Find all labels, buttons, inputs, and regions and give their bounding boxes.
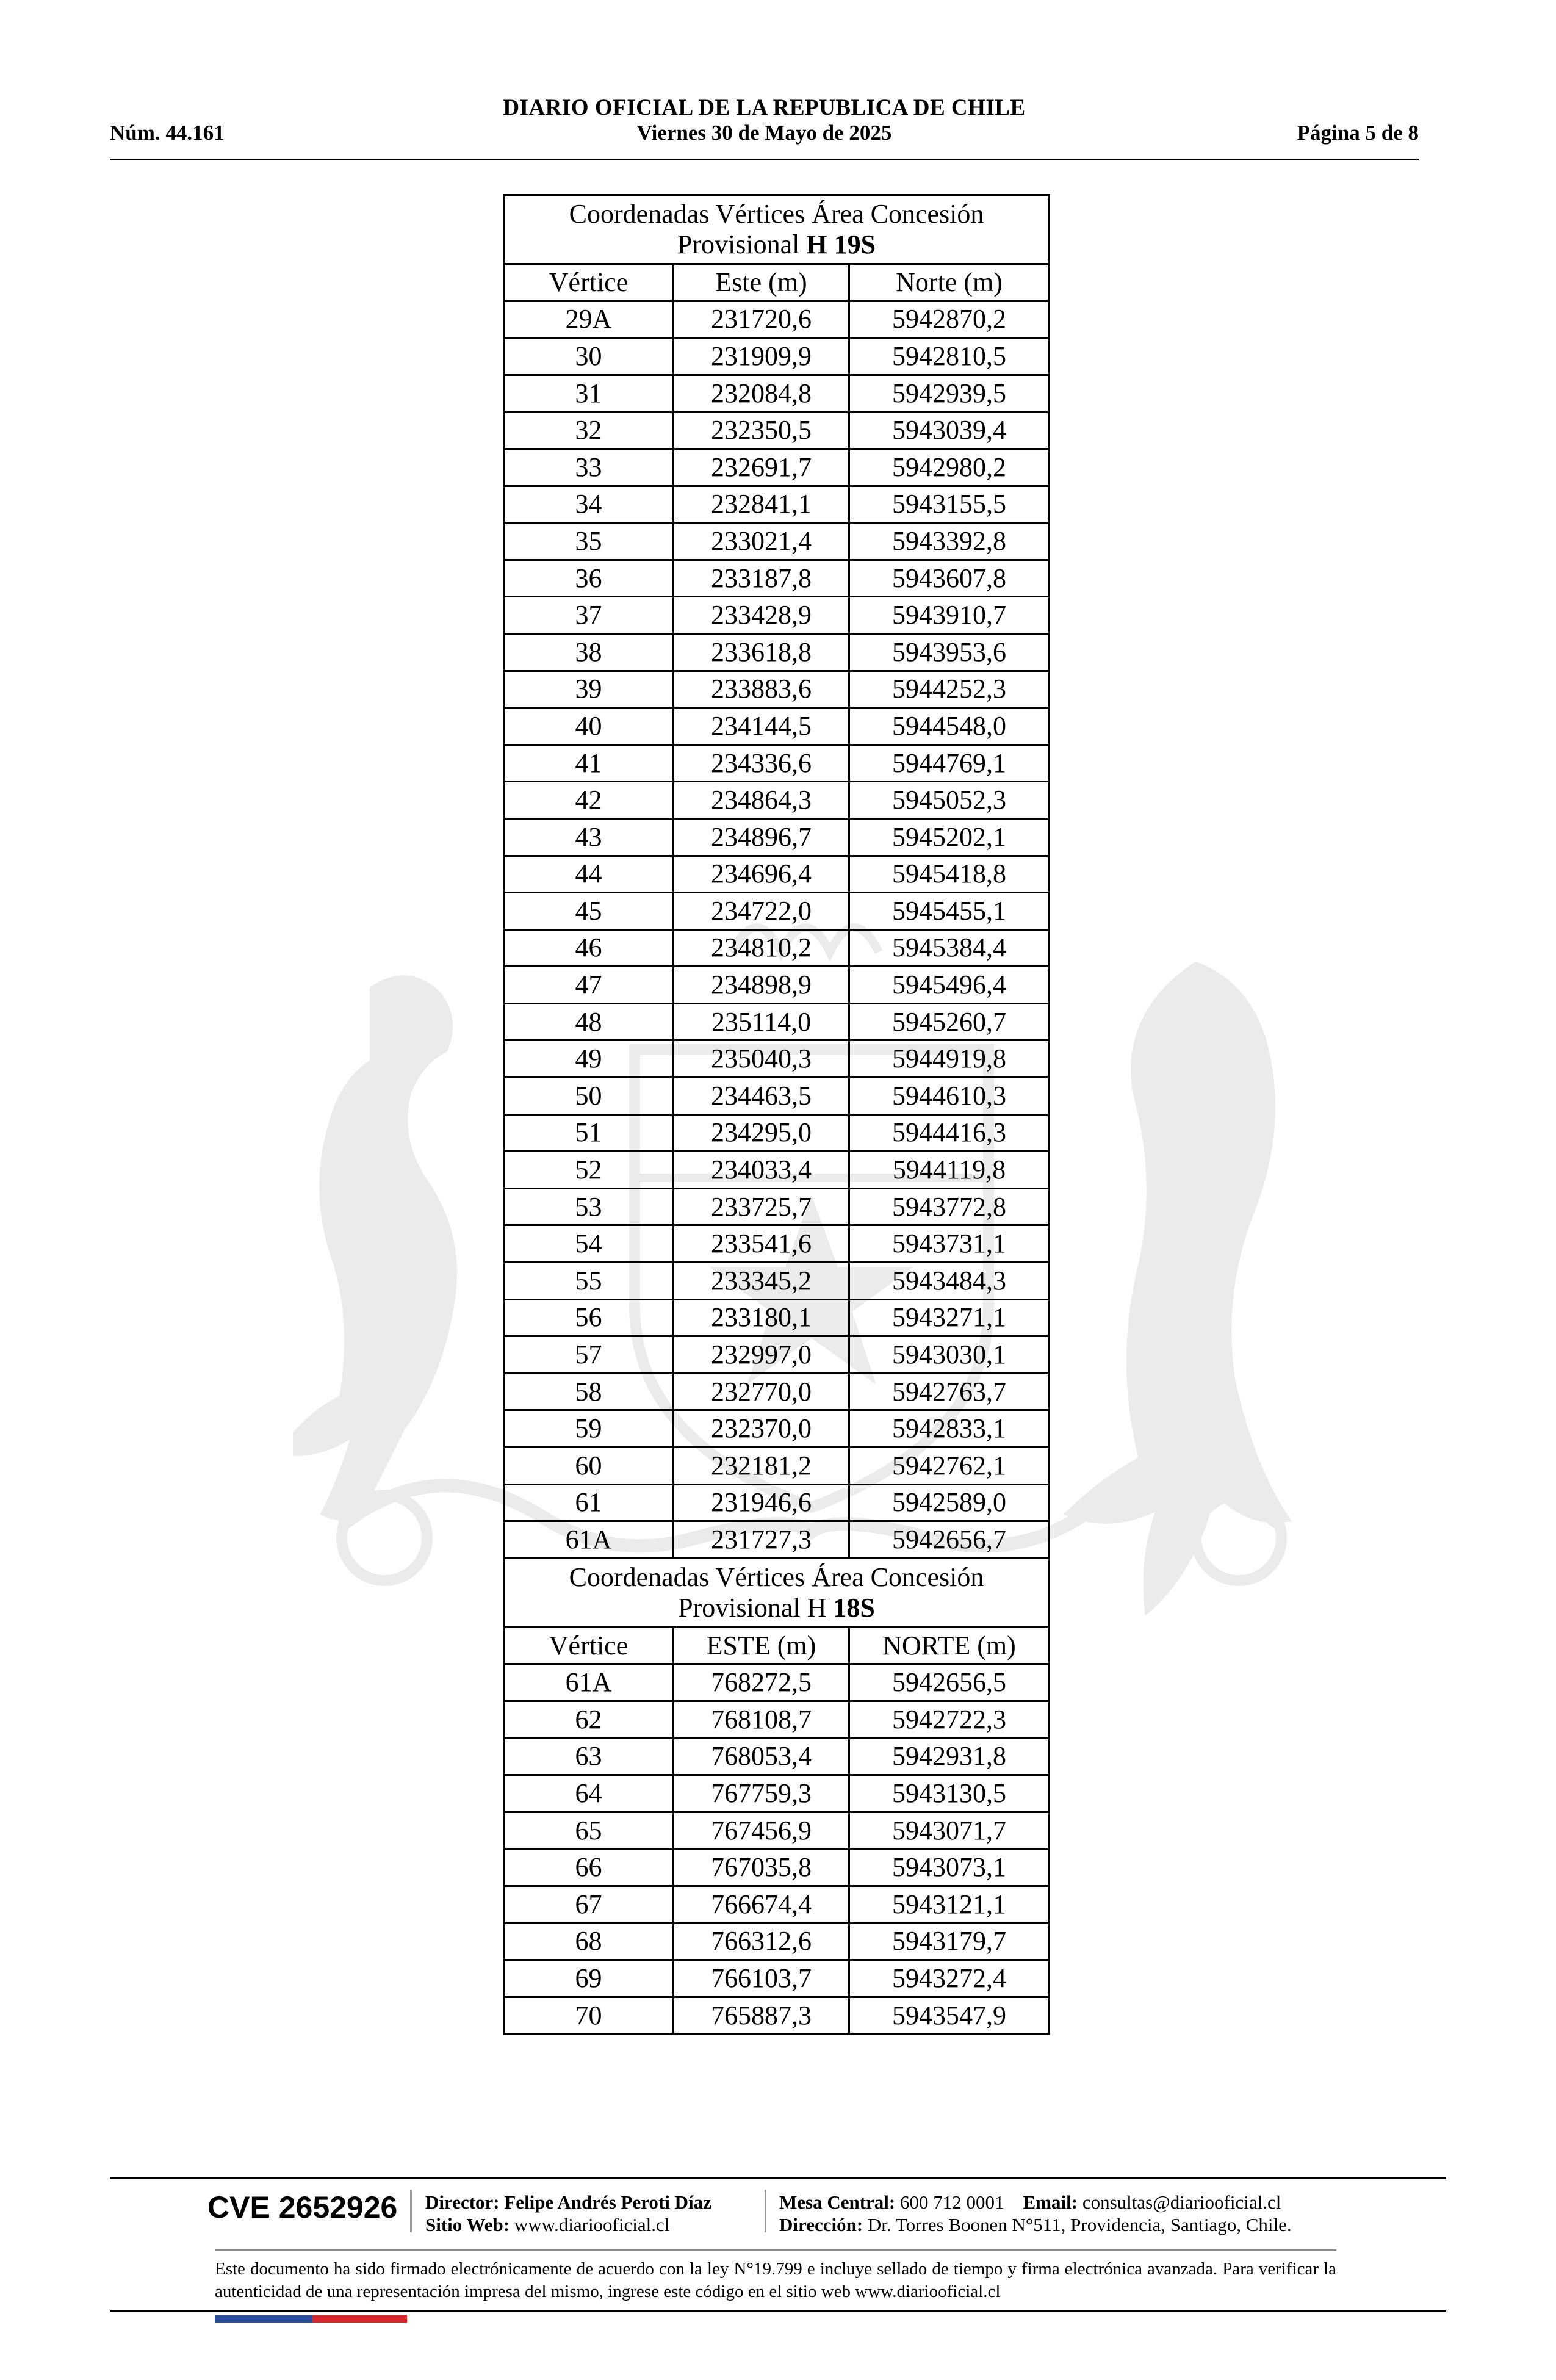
table-row [504,967,1050,1004]
vertex-cell: 61A [504,1521,674,1559]
este-cell: 766103,7 [674,1960,849,1997]
vertex-cell: 45 [504,893,674,930]
este-cell: 234144,5 [674,708,849,745]
flag-stripe-red [312,2315,407,2323]
table-row [504,412,1050,449]
este-cell: 234898,9 [674,967,849,1004]
table-row [504,1225,1050,1263]
table-row [504,1812,1050,1849]
norte-cell: 5943073,1 [849,1849,1050,1886]
footer-bottom-rule [110,2310,1446,2312]
vertex-cell: 61 [504,1484,674,1521]
este-cell: 232997,0 [674,1336,849,1374]
norte-cell: 5943392,8 [849,523,1050,560]
caption-zone-code: 18S [833,1592,875,1623]
este-cell: 768053,4 [674,1738,849,1775]
table-row [504,1040,1050,1078]
vertex-cell: 67 [504,1886,674,1923]
vertex-cell: 58 [504,1373,674,1410]
table-caption-h18s [504,1558,1050,1627]
table-caption-row [504,1558,1050,1627]
norte-cell: 5944919,8 [849,1040,1050,1078]
vertex-cell: 35 [504,523,674,560]
table-row [504,375,1050,412]
vertex-cell: 59 [504,1410,674,1448]
norte-cell: 5942980,2 [849,449,1050,486]
este-cell: 234810,2 [674,929,849,967]
table-caption-row [504,195,1050,264]
vertex-cell: 69 [504,1960,674,1997]
director-name: Felipe Andrés Peroti Díaz [504,2191,711,2213]
vertex-cell: 70 [504,1997,674,2034]
vertex-cell: 31 [504,375,674,412]
mesa-phone: 600 712 0001 [900,2191,1004,2213]
norte-cell: 5944252,3 [849,671,1050,708]
page-header [110,92,1419,160]
vertex-cell: 41 [504,745,674,782]
este-cell: 233541,6 [674,1225,849,1263]
footer-director-block [425,2191,711,2236]
table-row [504,633,1050,671]
footer-divider [765,2190,766,2232]
norte-cell: 5942763,7 [849,1373,1050,1410]
este-cell: 766674,4 [674,1886,849,1923]
este-cell: 768108,7 [674,1701,849,1738]
vertex-cell: 65 [504,1812,674,1849]
norte-cell: 5943772,8 [849,1188,1050,1225]
norte-cell: 5945496,4 [849,967,1050,1004]
column-header: Vértice [504,1627,674,1664]
site-link[interactable]: www.diariooficial.cl [514,2214,670,2235]
caption-line1: Coordenadas Vértices Área Concesión [569,199,984,229]
table-row [504,708,1050,745]
vertex-cell: 48 [504,1003,674,1040]
cve-code: CVE 2652926 [207,2190,398,2224]
este-cell: 234722,0 [674,893,849,930]
norte-cell: 5943121,1 [849,1886,1050,1923]
vertex-cell: 49 [504,1040,674,1078]
este-cell: 232370,0 [674,1410,849,1448]
table-row [504,1114,1050,1152]
vertex-cell: 60 [504,1448,674,1485]
table-caption-h19s [504,195,1050,264]
este-cell: 768272,5 [674,1664,849,1701]
table-row [504,1152,1050,1189]
email-label: Email: [1023,2191,1078,2213]
table-row [504,1410,1050,1448]
norte-cell: 5944610,3 [849,1078,1050,1115]
norte-cell: 5943071,7 [849,1812,1050,1849]
norte-cell: 5942722,3 [849,1701,1050,1738]
table-row [504,1775,1050,1812]
vertex-cell: 61A [504,1664,674,1701]
este-cell: 233187,8 [674,560,849,597]
table-row [504,1738,1050,1775]
table-row [504,671,1050,708]
este-cell: 231909,9 [674,338,849,375]
norte-cell: 5943607,8 [849,560,1050,597]
vertex-cell: 39 [504,671,674,708]
table-header-row [504,1627,1050,1664]
este-cell: 231720,6 [674,301,849,338]
vertex-cell: 38 [504,633,674,671]
este-cell: 234864,3 [674,782,849,819]
norte-cell: 5945260,7 [849,1003,1050,1040]
este-cell: 232841,1 [674,486,849,523]
table-row [504,893,1050,930]
vertex-cell: 52 [504,1152,674,1189]
norte-cell: 5944548,0 [849,708,1050,745]
norte-cell: 5943030,1 [849,1336,1050,1374]
footer-separator [215,2249,1336,2251]
norte-cell: 5944416,3 [849,1114,1050,1152]
este-cell: 232770,0 [674,1373,849,1410]
este-cell: 233428,9 [674,597,849,634]
norte-cell: 5943271,1 [849,1299,1050,1336]
este-cell: 234463,5 [674,1078,849,1115]
vertex-cell: 51 [504,1114,674,1152]
table-row [504,1886,1050,1923]
vertex-cell: 30 [504,338,674,375]
norte-cell: 5943484,3 [849,1263,1050,1300]
vertex-cell: 37 [504,597,674,634]
table-row [504,1484,1050,1521]
este-cell: 235040,3 [674,1040,849,1078]
table-row [504,1078,1050,1115]
table-header-row [504,264,1050,301]
este-cell: 234896,7 [674,818,849,856]
vertex-cell: 44 [504,856,674,893]
email-link[interactable]: consultas@diariooficial.cl [1082,2191,1281,2213]
column-header: ESTE (m) [674,1627,849,1664]
table-row [504,1997,1050,2034]
norte-cell: 5942833,1 [849,1410,1050,1448]
este-cell: 233345,2 [674,1263,849,1300]
norte-cell: 5942656,5 [849,1664,1050,1701]
footer-contact-block [779,2191,1292,2236]
footer-divider [410,2190,412,2232]
mesa-label: Mesa Central: [779,2191,896,2213]
este-cell: 234336,6 [674,745,849,782]
este-cell: 232350,5 [674,412,849,449]
table-row [504,523,1050,560]
norte-cell: 5943039,4 [849,412,1050,449]
vertex-cell: 47 [504,967,674,1004]
norte-cell: 5945384,4 [849,929,1050,967]
gazette-title: DIARIO OFICIAL DE LA REPUBLICA DE CHILE [503,95,1026,120]
page-indicator: Página 5 de 8 [1297,121,1419,145]
table-row [504,818,1050,856]
vertex-cell: 56 [504,1299,674,1336]
issue-number: Núm. 44.161 [110,121,225,145]
vertex-cell: 53 [504,1188,674,1225]
norte-cell: 5942656,7 [849,1521,1050,1559]
este-cell: 233883,6 [674,671,849,708]
vertex-cell: 43 [504,818,674,856]
vertex-cell: 63 [504,1738,674,1775]
table-row [504,1448,1050,1485]
vertex-cell: 62 [504,1701,674,1738]
norte-cell: 5942939,5 [849,375,1050,412]
legal-notice: Este documento ha sido firmado electrónicamente de acuerdo con la ley N°19.799 e incluye sellado de tiempo y firma electrónica avanzada. Para verificar la autenticidad de una representación impresa del mismo, ingrese este código en el sitio web www.diariooficial.cl [215,2259,1336,2301]
norte-cell: 5943547,9 [849,1997,1050,2034]
este-cell: 767759,3 [674,1775,849,1812]
director-label: Director: [425,2191,500,2213]
norte-cell: 5943731,1 [849,1225,1050,1263]
este-cell: 767456,9 [674,1812,849,1849]
column-header: NORTE (m) [849,1627,1050,1664]
norte-cell: 5945202,1 [849,818,1050,856]
table-row [504,1003,1050,1040]
table-row [504,449,1050,486]
table-row [504,1701,1050,1738]
table-row [504,1960,1050,1997]
caption-line2-prefix: Provisional [677,229,807,259]
table-row [504,560,1050,597]
norte-cell: 5943953,6 [849,633,1050,671]
table-row [504,1521,1050,1559]
caption-zone-code: H 19S [806,229,876,259]
vertex-cell: 57 [504,1336,674,1374]
table-row [504,1263,1050,1300]
norte-cell: 5943910,7 [849,597,1050,634]
este-cell: 232181,2 [674,1448,849,1485]
coordinates-table [503,194,1050,2035]
norte-cell: 5943272,4 [849,1960,1050,1997]
norte-cell: 5944769,1 [849,745,1050,782]
address-value: Dr. Torres Boonen N°511, Providencia, Santiago, Chile. [867,2214,1292,2235]
norte-cell: 5942870,2 [849,301,1050,338]
este-cell: 765887,3 [674,1997,849,2034]
column-header: Este (m) [674,264,849,301]
vertex-cell: 50 [504,1078,674,1115]
este-cell: 231946,6 [674,1484,849,1521]
table-row [504,745,1050,782]
table-row [504,1849,1050,1886]
vertex-cell: 34 [504,486,674,523]
vertex-cell: 29A [504,301,674,338]
issue-date: Viernes 30 de Mayo de 2025 [636,121,892,145]
este-cell: 233618,8 [674,633,849,671]
norte-cell: 5942589,0 [849,1484,1050,1521]
norte-cell: 5945418,8 [849,856,1050,893]
este-cell: 766312,6 [674,1923,849,1960]
table-row [504,486,1050,523]
footer-top-rule [110,2177,1446,2179]
norte-cell: 5943179,7 [849,1923,1050,1960]
vertex-cell: 66 [504,1849,674,1886]
table-row [504,1188,1050,1225]
este-cell: 232084,8 [674,375,849,412]
table-row [504,929,1050,967]
table-row [504,1336,1050,1374]
este-cell: 233180,1 [674,1299,849,1336]
column-header: Vértice [504,264,674,301]
caption-line2-prefix: Provisional H [678,1592,834,1623]
vertex-cell: 46 [504,929,674,967]
vertex-cell: 42 [504,782,674,819]
table-row [504,301,1050,338]
vertex-cell: 64 [504,1775,674,1812]
este-cell: 233021,4 [674,523,849,560]
vertex-cell: 55 [504,1263,674,1300]
table-row [504,856,1050,893]
norte-cell: 5943130,5 [849,1775,1050,1812]
este-cell: 767035,8 [674,1849,849,1886]
este-cell: 233725,7 [674,1188,849,1225]
table-row [504,1373,1050,1410]
este-cell: 234033,4 [674,1152,849,1189]
norte-cell: 5945455,1 [849,893,1050,930]
caption-line1: Coordenadas Vértices Área Concesión [569,1562,984,1592]
table-row [504,1664,1050,1701]
table-row [504,597,1050,634]
norte-cell: 5945052,3 [849,782,1050,819]
vertex-cell: 33 [504,449,674,486]
vertex-cell: 40 [504,708,674,745]
site-label: Sitio Web: [425,2214,510,2235]
norte-cell: 5942931,8 [849,1738,1050,1775]
norte-cell: 5942810,5 [849,338,1050,375]
este-cell: 231727,3 [674,1521,849,1559]
column-header: Norte (m) [849,264,1050,301]
este-cell: 234696,4 [674,856,849,893]
table-row [504,338,1050,375]
este-cell: 232691,7 [674,449,849,486]
norte-cell: 5942762,1 [849,1448,1050,1485]
table-row [504,782,1050,819]
este-cell: 235114,0 [674,1003,849,1040]
vertex-cell: 36 [504,560,674,597]
vertex-cell: 54 [504,1225,674,1263]
norte-cell: 5944119,8 [849,1152,1050,1189]
table-row [504,1299,1050,1336]
address-label: Dirección: [779,2214,863,2235]
norte-cell: 5943155,5 [849,486,1050,523]
este-cell: 234295,0 [674,1114,849,1152]
vertex-cell: 32 [504,412,674,449]
table-row [504,1923,1050,1960]
flag-stripe-blue [215,2315,312,2323]
vertex-cell: 68 [504,1923,674,1960]
